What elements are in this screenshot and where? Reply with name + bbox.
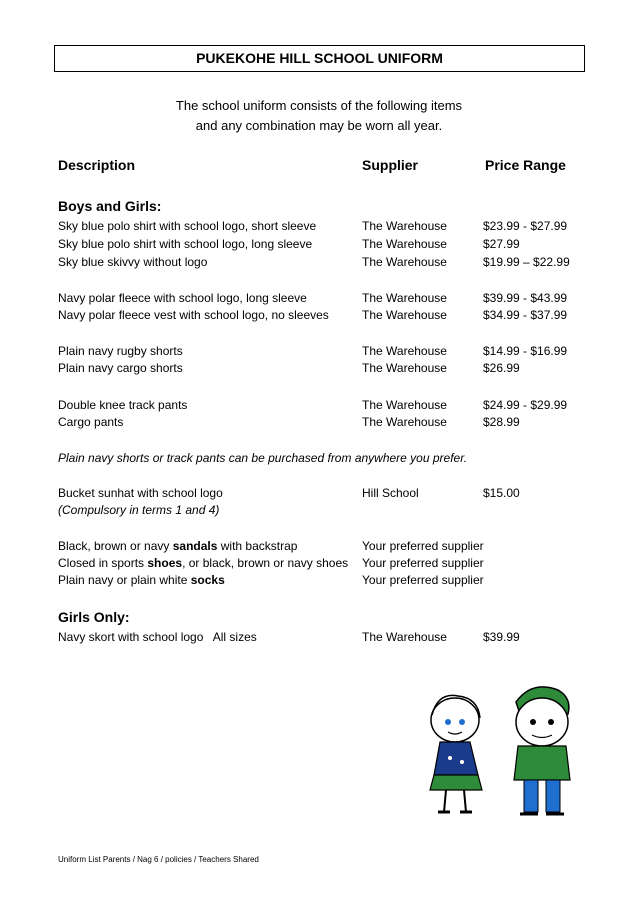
footer-path: Uniform List Parents / Nag 6 / policies / Teachers Shared xyxy=(58,855,259,864)
table-row xyxy=(58,306,618,324)
table-row xyxy=(58,217,618,235)
item-description: Sky blue polo shirt with school logo, long sleeve xyxy=(58,237,313,251)
item-supplier: The Warehouse xyxy=(362,291,447,305)
item-text: Plain navy or plain white xyxy=(58,573,191,587)
section-girls-only: Girls Only: xyxy=(58,609,130,625)
table-header xyxy=(58,156,618,174)
header-description: Description xyxy=(58,157,136,173)
item-price: $26.99 xyxy=(483,361,520,375)
item-text: Closed in sports xyxy=(58,556,148,570)
item-supplier: The Warehouse xyxy=(362,398,447,412)
table-row xyxy=(58,628,618,646)
item-description: Navy polar fleece vest with school logo, no sleeves xyxy=(58,308,329,322)
boy-figure xyxy=(514,687,570,814)
item-price: $28.99 xyxy=(483,415,520,429)
item-price: $24.99 - $29.99 xyxy=(483,398,568,412)
table-row xyxy=(58,484,618,502)
item-keyword: sandals xyxy=(172,539,218,553)
intro-line-2: and any combination may be worn all year. xyxy=(195,118,443,133)
item-description: Cargo pants xyxy=(58,415,124,429)
item-price: $27.99 xyxy=(483,237,520,251)
item-supplier: The Warehouse xyxy=(362,308,447,322)
item-description: Plain navy rugby shorts xyxy=(58,344,183,358)
sunhat-note: (Compulsory in terms 1 and 4) xyxy=(58,503,220,517)
item-price: $23.99 - $27.99 xyxy=(483,219,568,233)
item-text: , or black, brown or navy shoes xyxy=(182,556,349,570)
item-keyword: socks xyxy=(190,573,225,587)
table-row xyxy=(58,253,618,271)
table-row xyxy=(58,554,618,572)
item-price: $14.99 - $16.99 xyxy=(483,344,568,358)
item-price: $34.99 - $37.99 xyxy=(483,308,568,322)
item-description: Sky blue skivvy without logo xyxy=(58,255,208,269)
item-description xyxy=(58,537,297,555)
item-price: $15.00 xyxy=(483,486,520,500)
item-description: Double knee track pants xyxy=(58,398,188,412)
item-description: Sky blue polo shirt with school logo, short sleeve xyxy=(58,219,317,233)
item-supplier: Hill School xyxy=(362,486,419,500)
item-text: Black, brown or navy xyxy=(58,539,173,553)
item-supplier: The Warehouse xyxy=(362,237,447,251)
item-description: Navy polar fleece with school logo, long sleeve xyxy=(58,291,307,305)
item-text: with backstrap xyxy=(217,539,298,553)
item-supplier: Your preferred supplier xyxy=(362,556,484,570)
intro-line-1: The school uniform consists of the following items xyxy=(175,98,463,113)
section-boys-and-girls: Boys and Girls: xyxy=(58,198,162,214)
item-supplier: The Warehouse xyxy=(362,344,447,358)
table-row xyxy=(58,359,618,377)
table-row xyxy=(58,571,618,589)
item-description: Plain navy cargo shorts xyxy=(58,361,183,375)
table-row xyxy=(58,289,618,307)
item-description xyxy=(58,571,225,589)
item-supplier: Your preferred supplier xyxy=(362,573,484,587)
header-price: Price Range xyxy=(485,157,566,173)
item-supplier: The Warehouse xyxy=(362,415,447,429)
table-row xyxy=(58,342,618,360)
table-row xyxy=(58,235,618,253)
table-row xyxy=(58,413,618,431)
item-price: $19.99 – $22.99 xyxy=(483,255,570,269)
item-price: $39.99 xyxy=(483,630,520,644)
item-supplier: The Warehouse xyxy=(362,361,447,375)
item-description: Bucket sunhat with school logo xyxy=(58,486,223,500)
purchase-note: Plain navy shorts or track pants can be purchased from anywhere you prefer. xyxy=(58,451,468,465)
page-title: PUKEKOHE HILL SCHOOL UNIFORM xyxy=(54,45,585,72)
item-supplier: Your preferred supplier xyxy=(362,539,484,553)
item-supplier: The Warehouse xyxy=(362,630,447,644)
header-supplier: Supplier xyxy=(362,157,419,173)
table-row xyxy=(58,396,618,414)
item-keyword: shoes xyxy=(147,556,183,570)
item-description xyxy=(58,554,348,572)
children-illustration xyxy=(420,680,590,820)
item-description: Navy skort with school logo All sizes xyxy=(58,630,257,644)
item-supplier: The Warehouse xyxy=(362,255,447,269)
item-supplier: The Warehouse xyxy=(362,219,447,233)
table-row xyxy=(58,537,618,555)
girl-figure xyxy=(430,695,482,812)
item-price: $39.99 - $43.99 xyxy=(483,291,568,305)
